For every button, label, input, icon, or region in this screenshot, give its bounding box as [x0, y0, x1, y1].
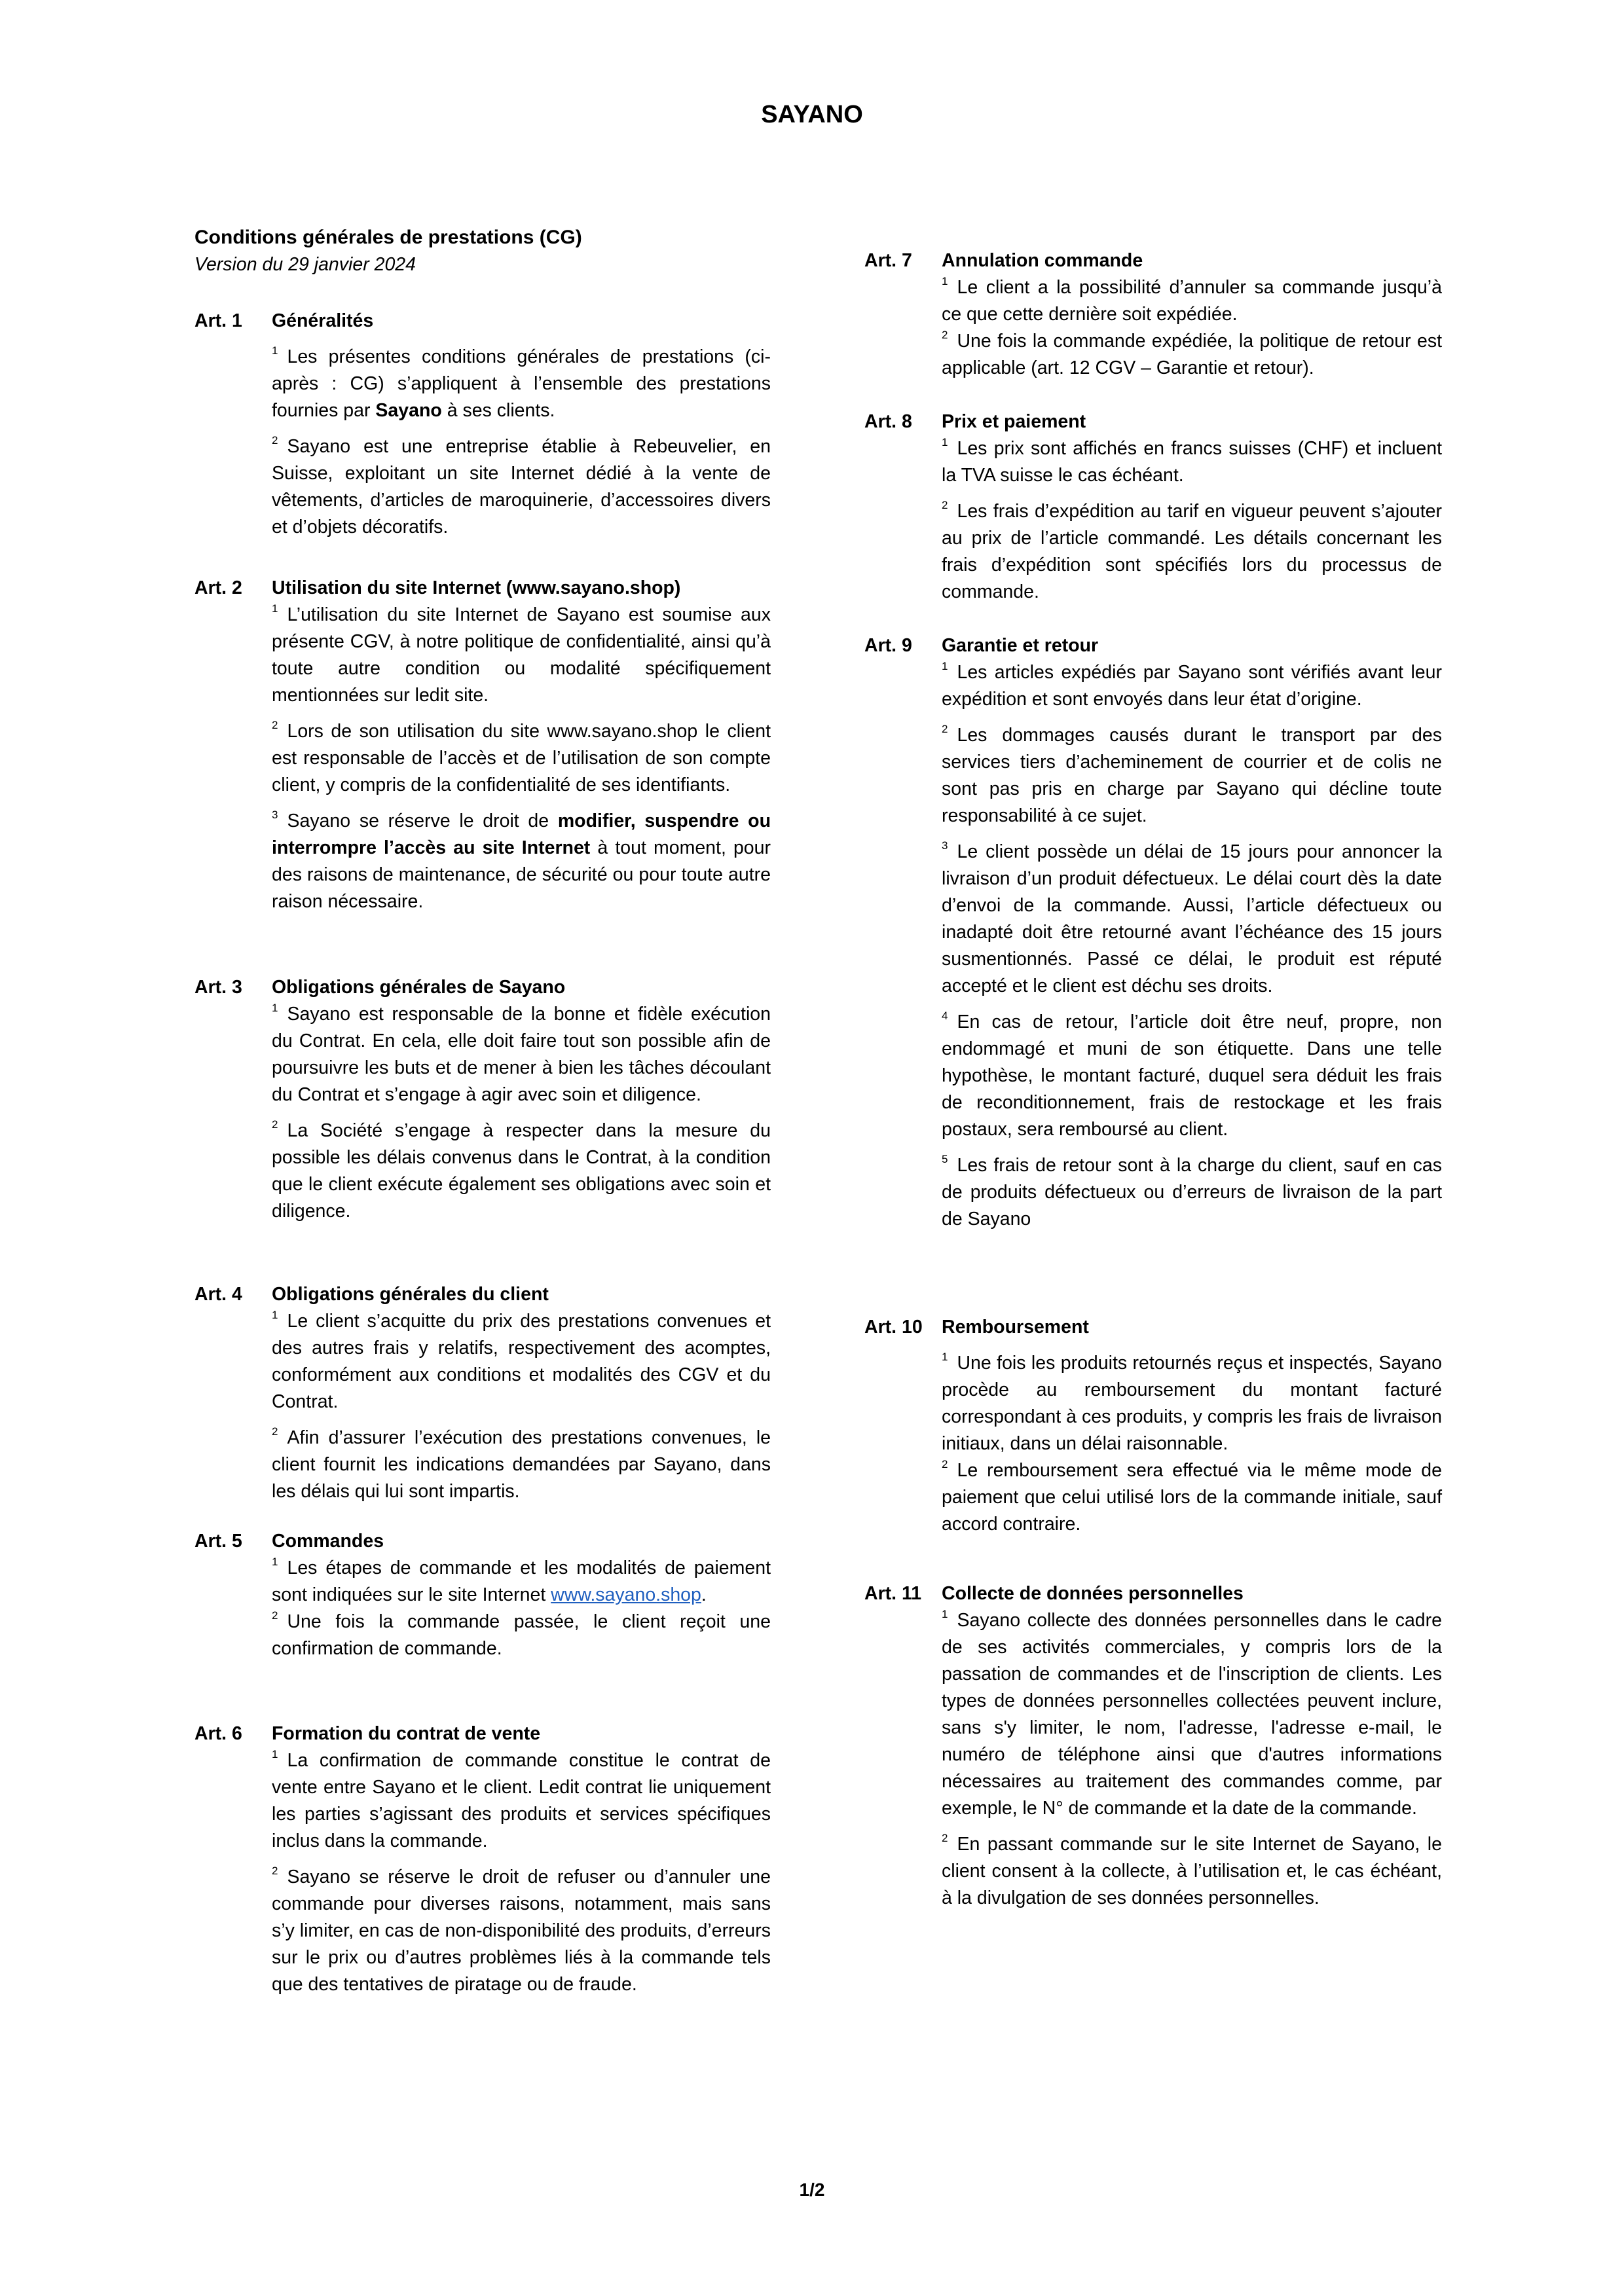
article-number: Art. 8	[864, 411, 912, 432]
article	[864, 1580, 1442, 1912]
paragraph-text: Le client s’acquitte du prix des prestations convenues et des autres frais y relatifs, respectivement des acomptes, conformément aux conditions et modalités des CGV et du Contrat.	[272, 1311, 771, 1412]
article-heading	[194, 1281, 771, 1308]
paragraph-number: 3	[272, 809, 278, 821]
article-title: Garantie et retour	[942, 635, 1099, 656]
document-version: Version du 29 janvier 2024	[194, 254, 416, 275]
paragraph-text: Une fois les produits retournés reçus et inspectés, Sayano procède au remboursement du montant facturé correspondant à ces produits, y compris les frais de livraison initiaux, dans un délai raisonnable.	[942, 1353, 1442, 1454]
paragraph-number: 2	[272, 1118, 278, 1131]
article	[864, 247, 1442, 382]
article-paragraph	[942, 1009, 1442, 1143]
article-title: Collecte de données personnelles	[942, 1583, 1244, 1604]
article	[864, 632, 1442, 1233]
article-paragraph	[272, 1555, 771, 1609]
paragraph-number: 2	[272, 719, 278, 731]
article-heading	[864, 247, 1442, 274]
article-paragraph	[272, 1425, 771, 1505]
paragraph-number: 5	[942, 1153, 948, 1165]
article-title: Obligations générales du client	[272, 1284, 549, 1305]
paragraph-number: 4	[942, 1010, 948, 1022]
article	[194, 308, 771, 541]
article-title: Annulation commande	[942, 250, 1143, 271]
paragraph-text: En passant commande sur le site Internet de Sayano, le client consent à la collecte, à l’utilisation et, le cas échéant, à la divulgation de ses données personnelles.	[942, 1834, 1442, 1908]
article	[194, 575, 771, 915]
article-paragraph	[272, 1609, 771, 1662]
article-paragraph	[272, 1747, 771, 1855]
article	[194, 1528, 771, 1662]
paragraph-number: 1	[272, 1556, 278, 1568]
paragraph-text: Lors de son utilisation du site www.sayano.shop le client est responsable de l’accès et de l’utilisation de son compte client, y compris de la confidentialité de ses identifiants.	[272, 721, 771, 795]
paragraph-number: 2	[942, 499, 948, 511]
article-heading	[194, 575, 771, 602]
paragraph-text: Les articles expédiés par Sayano sont vérifiés avant leur expédition et sont envoyés dans leur état d’origine.	[942, 662, 1442, 710]
paragraph-text: Le remboursement sera effectué via le même mode de paiement que celui utilisé lors de la commande initiale, sauf accord contraire.	[942, 1460, 1442, 1535]
article-heading	[194, 308, 771, 335]
article-title: Obligations générales de Sayano	[272, 977, 566, 998]
paragraph-number: 3	[942, 839, 948, 852]
article-number: Art. 10	[864, 1317, 923, 1338]
paragraph-text: Les prix sont affichés en francs suisses (CHF) et incluent la TVA suisse le cas échéant.	[942, 438, 1442, 486]
article-paragraph	[942, 1607, 1442, 1822]
paragraph-text: Une fois la commande passée, le client reçoit une confirmation de commande.	[272, 1611, 771, 1659]
document-title: Conditions générales de prestations (CG)	[194, 227, 582, 248]
article-title: Remboursement	[942, 1317, 1089, 1338]
article-heading	[194, 1721, 771, 1747]
article-paragraph	[272, 344, 771, 424]
paragraph-text: Sayano est une entreprise établie à Rebeuvelier, en Suisse, exploitant un site Internet dédié à la vente de vêtements, d’articles de maroquinerie, d’accessoires divers et d’objets décoratifs.	[272, 436, 771, 538]
paragraph-number: 2	[272, 434, 278, 446]
paragraph-number: 2	[942, 1458, 948, 1470]
paragraph-text: Les présentes conditions générales de prestations (ci-après : CG) s’appliquent à l’ensemble des prestations fournies par	[272, 346, 771, 421]
paragraph-text-end: à tout moment, pour des raisons de maintenance, de sécurité ou pour toute autre raison nécessaire.	[272, 837, 771, 912]
paragraph-number: 2	[272, 1609, 278, 1622]
article-title: Généralités	[272, 310, 374, 331]
article-title: Prix et paiement	[942, 411, 1086, 432]
article-heading	[864, 1580, 1442, 1607]
paragraph-number: 2	[942, 1832, 948, 1844]
paragraph-number: 1	[272, 344, 278, 357]
paragraph-text: Les frais d’expédition au tarif en vigueur peuvent s’ajouter au prix de l’article commandé. Les détails concernant les frais d’expédition sont spécifiés lors du processus de commande.	[942, 501, 1442, 602]
article-paragraph	[272, 808, 771, 915]
article-paragraph	[272, 1308, 771, 1415]
paragraph-number: 1	[942, 436, 948, 448]
article-paragraph	[272, 718, 771, 799]
article-paragraph	[942, 435, 1442, 489]
paragraph-text: Sayano collecte des données personnelles dans le cadre de ses activités commerciales, y compris lors de la passation de commandes et de l'inscription de clients. Les types de données personnelles collectées peuvent inclure, sans s'y limiter, le nom, l'adresse, l'adresse e-mail, le numéro de téléphone ainsi que d'autres informations nécessaires au traitement des commandes comme, par exemple, le N° de commande et la date de la commande.	[942, 1610, 1442, 1819]
article-number: Art. 3	[194, 977, 242, 998]
article-paragraph	[942, 1350, 1442, 1457]
paragraph-number: 1	[942, 1351, 948, 1363]
article-heading	[864, 409, 1442, 435]
paragraph-number: 1	[272, 1002, 278, 1014]
article-paragraph	[272, 433, 771, 541]
paragraph-text: Les étapes de commande et les modalités de paiement sont indiquées sur le site Internet	[272, 1558, 771, 1605]
paragraph-number: 1	[272, 1748, 278, 1760]
article	[864, 409, 1442, 606]
article-paragraph	[942, 1457, 1442, 1538]
article-number: Art. 7	[864, 250, 912, 271]
paragraph-number: 1	[942, 660, 948, 672]
paragraph-text: Les frais de retour sont à la charge du client, sauf en cas de produits défectueux ou d’erreurs de livraison de la part de Sayano	[942, 1155, 1442, 1230]
paragraph-number: 2	[942, 329, 948, 341]
paragraph-text: Sayano se réserve le droit de	[287, 811, 558, 831]
article-number: Art. 11	[864, 1583, 922, 1604]
paragraph-text: La confirmation de commande constitue le contrat de vente entre Sayano et le client. Ledit contrat lie uniquement les parties s’agissant des produits et services spécifiques inclus dans la commande.	[272, 1750, 771, 1851]
paragraph-text-end: .	[701, 1584, 707, 1605]
paragraph-text: L’utilisation du site Internet de Sayano est soumise aux présente CGV, à notre politique de confidentialité, ainsi qu’à toute autre condition ou modalité spécifiquement mentionnées sur ledit site.	[272, 604, 771, 706]
article-paragraph	[942, 498, 1442, 606]
article-paragraph	[942, 839, 1442, 1000]
paragraph-number: 1	[272, 1309, 278, 1321]
paragraph-bold-text: modifier, suspendre ou interrompre l’accès au site Internet	[272, 811, 771, 858]
article	[864, 1314, 1442, 1538]
company-name: SAYANO	[761, 101, 863, 128]
article-number: Art. 1	[194, 310, 242, 331]
article-title: Formation du contrat de vente	[272, 1723, 541, 1744]
paragraph-text: Afin d’assurer l’exécution des prestations convenues, le client fournit les indications demandées par Sayano, dans les délais qui lui sont impartis.	[272, 1427, 771, 1502]
article	[194, 974, 771, 1225]
article-paragraph	[942, 659, 1442, 713]
article-paragraph	[272, 602, 771, 709]
article-number: Art. 9	[864, 635, 912, 656]
article-heading	[864, 632, 1442, 659]
article-paragraph	[942, 274, 1442, 328]
paragraph-text: Le client a la possibilité d’annuler sa commande jusqu’à ce que cette dernière soit expédiée.	[942, 277, 1442, 325]
article-paragraph	[942, 722, 1442, 829]
article	[194, 1721, 771, 1998]
article-heading	[194, 1528, 771, 1555]
paragraph-text: En cas de retour, l’article doit être neuf, propre, non endommagé et muni de son étiquette. Dans une telle hypothèse, le montant facturé, duquel sera déduit les frais de reconditionnement, frais de restockage et les frais postaux, sera remboursé au client.	[942, 1011, 1442, 1140]
paragraph-text: Les dommages causés durant le transport par des services tiers d’acheminement de courrier et de colis ne sont pas pris en charge par Sayano qui décline toute responsabilité à ce sujet.	[942, 725, 1442, 826]
paragraph-text-end: à ses clients.	[441, 400, 555, 421]
article-heading	[194, 974, 771, 1001]
paragraph-number: 2	[272, 1425, 278, 1438]
article-paragraph	[942, 1831, 1442, 1912]
article-paragraph	[272, 1864, 771, 1998]
paragraph-text: Une fois la commande expédiée, la politique de retour est applicable (art. 12 CGV – Garantie et retour).	[942, 331, 1442, 378]
article-paragraph	[272, 1118, 771, 1225]
paragraph-text: Sayano est responsable de la bonne et fidèle exécution du Contrat. En cela, elle doit faire tout son possible afin de poursuivre les buts et de mener à bien les tâches découlant du Contrat et s’engage à agir avec soin et diligence.	[272, 1004, 771, 1105]
article-number: Art. 5	[194, 1531, 242, 1552]
article-paragraph	[942, 1152, 1442, 1233]
article-paragraph	[942, 328, 1442, 382]
article-number: Art. 4	[194, 1284, 242, 1305]
article	[194, 1281, 771, 1505]
article-paragraph	[272, 1001, 771, 1108]
website-link[interactable]: www.sayano.shop	[551, 1584, 701, 1605]
paragraph-number: 1	[942, 275, 948, 287]
paragraph-text: La Société s’engage à respecter dans la mesure du possible les délais convenus dans le Contrat, à la condition que le client exécute également ses obligations avec soin et diligence.	[272, 1120, 771, 1222]
paragraph-text: Le client possède un délai de 15 jours pour annoncer la livraison d’un produit défectueux. Le délai court dès la date d’envoi de la commande. Aussi, l’article défectueux ou inadapté doit être retourné avant l’échéance des 15 jours susmentionnés. Passé ce délai, le produit est réputé accepté et le client est déchu ses droits.	[942, 841, 1442, 996]
paragraph-number: 1	[942, 1608, 948, 1620]
article-title: Commandes	[272, 1531, 384, 1552]
paragraph-number: 2	[272, 1865, 278, 1877]
paragraph-number: 2	[942, 723, 948, 735]
document-heading	[194, 224, 771, 278]
article-number: Art. 2	[194, 577, 242, 598]
page-number: 1/2	[799, 2179, 825, 2200]
paragraph-bold-text: Sayano	[375, 400, 442, 421]
article-title: Utilisation du site Internet (www.sayano.shop)	[272, 577, 681, 598]
article-heading	[864, 1314, 1442, 1341]
article-number: Art. 6	[194, 1723, 242, 1744]
paragraph-number: 1	[272, 602, 278, 615]
paragraph-text: Sayano se réserve le droit de refuser ou d’annuler une commande pour diverses raisons, notamment, mais sans s’y limiter, en cas de non-disponibilité des produits, d’erreurs sur le prix ou d’autres problèmes liés à la commande tels que des tentatives de piratage ou de fraude.	[272, 1867, 771, 1995]
